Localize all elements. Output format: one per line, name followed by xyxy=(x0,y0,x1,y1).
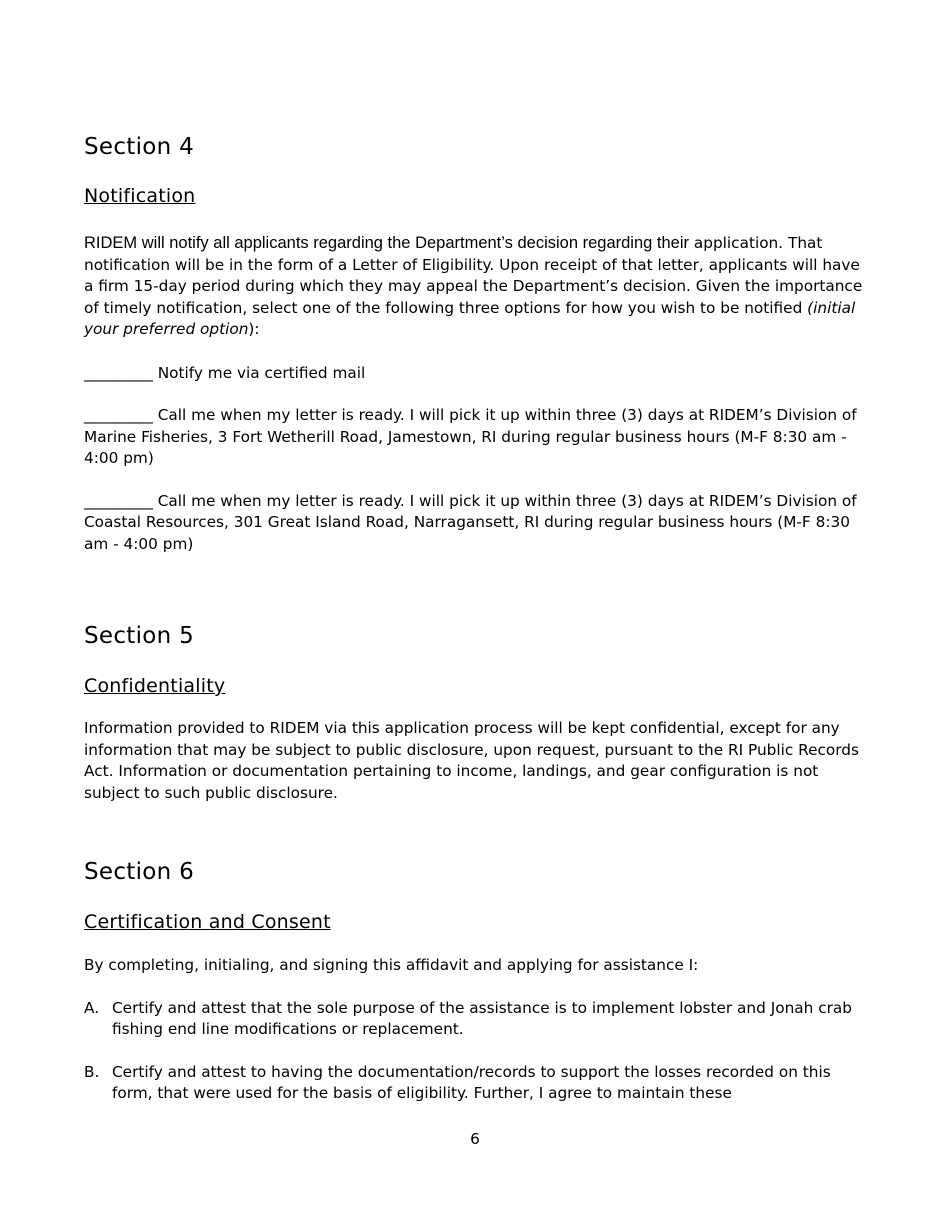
list-marker: A. xyxy=(84,998,100,1017)
option-text: Notify me via certified mail xyxy=(157,363,366,382)
notification-paragraph xyxy=(84,233,874,341)
section-6-title: Section 6 xyxy=(84,859,195,885)
notification-heading: Notification xyxy=(84,185,196,207)
initial-blank[interactable]: _________ xyxy=(84,406,153,424)
option-certified-mail xyxy=(84,363,874,385)
certification-heading: Certification and Consent xyxy=(84,911,331,933)
option-pickup-marine-fisheries xyxy=(84,405,874,470)
list-item-text: Certify and attest to having the documentation/records to support the losses recorded on this form, that were used for the basis of eligibility. Further, I agree to maintain these xyxy=(112,1062,831,1102)
initial-blank[interactable]: _________ xyxy=(84,363,153,382)
confidentiality-heading: Confidentiality xyxy=(84,675,226,697)
certification-list xyxy=(84,998,874,1105)
option-text: Call me when my letter is ready. I will pick it up within three (3) days at RIDEM’s Division of Coastal Resources, 301 Great Island Road, Narragansett, RI during regular business hours (M-F 8:30 am - 4:00 pm) xyxy=(84,491,857,553)
list-item xyxy=(84,1062,874,1105)
notification-end: ): xyxy=(248,320,260,338)
list-item-text: Certify and attest that the sole purpose of the assistance is to implement lobster and Jonah crab fishing end line modifications or replacement. xyxy=(112,998,852,1038)
certification-intro: By completing, initialing, and signing this affidavit and applying for assistance I: xyxy=(84,956,699,974)
list-marker: B. xyxy=(84,1062,100,1081)
section-5-title: Section 5 xyxy=(84,623,195,649)
document-page xyxy=(84,130,874,1105)
option-pickup-coastal-resources xyxy=(84,491,874,556)
notification-body: application. That notification will be in the form of a Letter of Eligibility. Upon receipt of that letter, applicants will have a firm 15-day period during which they may appeal the Department’s decision. Given the importance of timely notification, select one of the following three options for how you wish to be notified xyxy=(84,234,863,317)
initial-blank[interactable]: _________ xyxy=(84,491,153,510)
confidentiality-paragraph: Information provided to RIDEM via this application process will be kept confidential, except for any information that may be subject to public disclosure, upon request, pursuant to the RI Public Records Act. Information or documentation pertaining to income, landings, and gear configuration is not subject to such public disclosure. xyxy=(84,719,859,802)
section-4-title: Section 4 xyxy=(84,134,195,160)
list-item xyxy=(84,998,874,1041)
page-number: 6 xyxy=(470,1130,480,1148)
option-text: Call me when my letter is ready. I will pick it up within three (3) days at RIDEM’s Division of Marine Fisheries, 3 Fort Wetherill Road, Jamestown, RI during regular business hours (M-F 8:30 am - 4:00 pm) xyxy=(84,406,857,467)
notification-lead: RIDEM will notify all applicants regarding the Department’s decision regarding their xyxy=(84,234,689,252)
notification-italic: (initial your preferred option xyxy=(84,298,856,338)
